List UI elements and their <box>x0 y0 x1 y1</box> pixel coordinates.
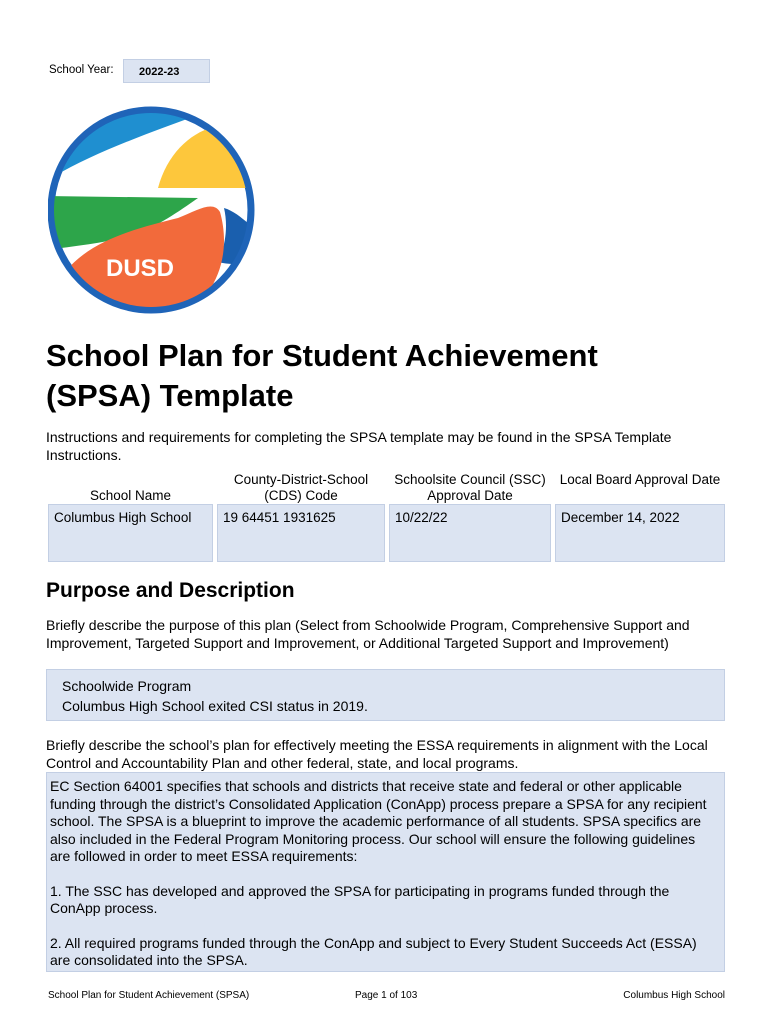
purpose-response-line2: Columbus High School exited CSI status in 2019. <box>62 698 368 714</box>
board-date-field[interactable]: December 14, 2022 <box>555 504 725 562</box>
logo-text: DUSD <box>106 255 175 282</box>
header-board-date: Local Board Approval Date <box>559 472 721 487</box>
logo-yellow-shape <box>158 125 256 188</box>
page-title <box>46 336 746 416</box>
dusd-logo <box>48 100 258 322</box>
essa-paragraph: EC Section 64001 specifies that schools and districts that receive state and federal or other applicable funding through the district’s Consolidated Application (ConApp) process prepare a SPSA for any recipient school. The SPSA is a blueprint to improve the academic performance of all students. SPSA specifics are also included in the Federal Program Monitoring process. Our school will ensure the following guidelines are followed in order to meet ESSA requirements: <box>50 778 707 864</box>
header-school-name: School Name <box>89 488 172 503</box>
header-cds-code: County-District-School (CDS) Code <box>233 472 369 503</box>
purpose-heading: Purpose and Description <box>46 579 295 602</box>
footer-school-name: Columbus High School <box>623 990 725 1001</box>
purpose-prompt: Briefly describe the purpose of this plan (Select from Schoolwide Program, Comprehensive Support and Improvement, Targeted Support and Improvement, or Additional Targeted Support and Improvement) <box>46 617 690 651</box>
page-title-line2: (SPSA) Template <box>46 378 294 413</box>
dusd-logo-graphic <box>48 100 258 322</box>
purpose-response-line1: Schoolwide Program <box>62 678 192 694</box>
page-title-line1: School Plan for Student Achievement <box>46 338 598 373</box>
footer-document-title: School Plan for Student Achievement (SPSA) <box>48 990 250 1001</box>
intro-text: Instructions and requirements for completing the SPSA template may be found in the SPSA Template Instructions. <box>46 429 672 463</box>
footer-page-number: Page 1 of 103 <box>355 990 418 1001</box>
purpose-response-field[interactable] <box>46 669 725 721</box>
school-year-field[interactable]: 2022-23 <box>123 59 210 83</box>
essa-response-field[interactable] <box>46 772 725 972</box>
essa-paragraph: 1. The SSC has developed and approved the SPSA for participating in programs funded through the ConApp process. <box>50 882 670 916</box>
ssc-date-field[interactable]: 10/22/22 <box>389 504 551 562</box>
cds-code-field[interactable]: 19 64451 1931625 <box>217 504 385 562</box>
school-name-field[interactable]: Columbus High School <box>48 504 213 562</box>
header-ssc-date: Schoolsite Council (SSC) Approval Date <box>394 472 546 503</box>
school-year-label: School Year: <box>49 64 114 76</box>
essa-paragraph: 2. All required programs funded through the ConApp and subject to Every Student Succeeds Act (ESSA) are consolidated into the SPSA. <box>50 934 697 968</box>
essa-prompt: Briefly describe the school’s plan for effectively meeting the ESSA requirements in alignment with the Local Control and Accountability Plan and other federal, state, and local programs. <box>46 737 708 771</box>
